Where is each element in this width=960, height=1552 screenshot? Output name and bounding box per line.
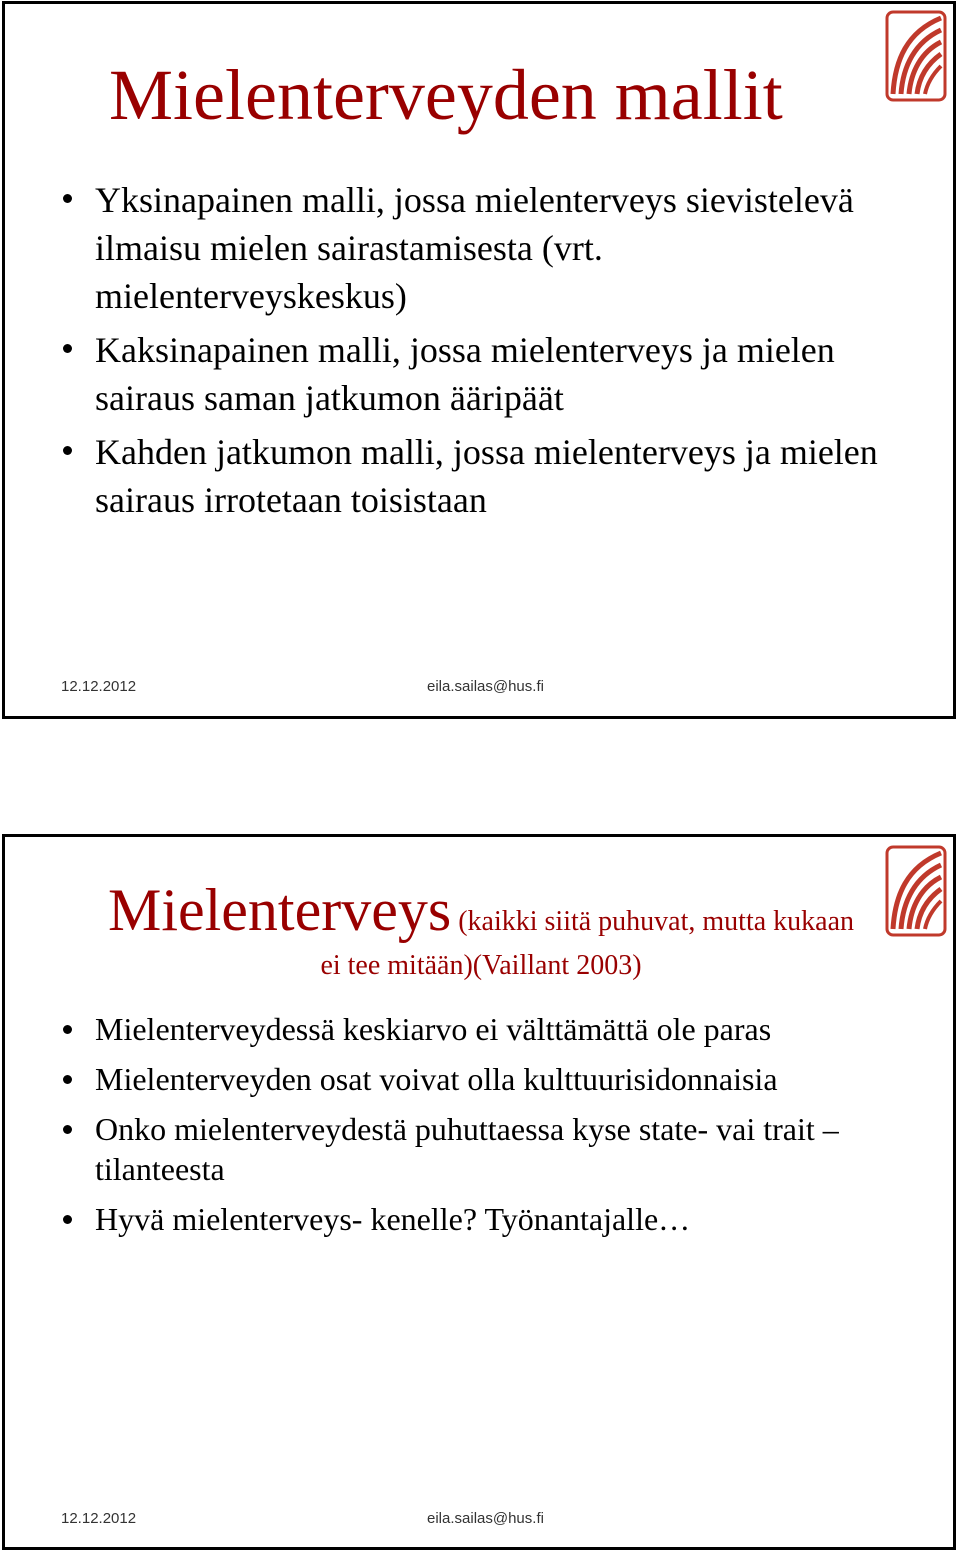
bullet-text: Mielenterveyden osat voivat olla kulttuurisidonnaisia	[95, 1061, 778, 1097]
footer-email: eila.sailas@hus.fi	[427, 678, 544, 695]
slide-2	[2, 834, 956, 1550]
bullet-text: Kahden jatkumon malli, jossa mielenterveys ja mielen sairaus irrotetaan toisistaan	[95, 432, 878, 520]
list-item	[5, 1199, 953, 1239]
hus-logo-icon	[885, 10, 947, 102]
footer-email: eila.sailas@hus.fi	[427, 1510, 544, 1527]
bullet-dot-icon	[63, 1125, 72, 1134]
list-item	[5, 1109, 953, 1189]
bullet-list	[5, 1009, 953, 1249]
slide-title: Mielenterveyden mallit	[109, 55, 783, 135]
footer-date: 12.12.2012	[61, 1510, 137, 1527]
bullet-dot-icon	[63, 1215, 72, 1224]
list-item	[5, 326, 953, 422]
bullet-dot-icon	[63, 1075, 72, 1084]
bullet-dot-icon	[63, 446, 72, 455]
slide-1	[2, 1, 956, 719]
bullet-dot-icon	[63, 344, 72, 353]
hus-logo-icon	[885, 845, 947, 937]
slide-title	[99, 875, 863, 986]
bullet-text: Hyvä mielenterveys- kenelle? Työnantajalle…	[95, 1201, 691, 1237]
bullet-text: Onko mielenterveydestä puhuttaessa kyse state- vai trait –tilanteesta	[95, 1111, 839, 1187]
bullet-dot-icon	[63, 194, 72, 203]
slide-title-subtitle: (kaikki siitä puhuvat, mutta kukaan ei tee mitään)(Vaillant 2003)	[320, 906, 855, 981]
bullet-dot-icon	[63, 1025, 72, 1034]
list-item	[5, 176, 953, 320]
slide-title-main: Mielenterveys	[107, 877, 452, 943]
bullet-list	[5, 176, 953, 530]
list-item	[5, 1009, 953, 1049]
bullet-text: Kaksinapainen malli, jossa mielenterveys ja mielen sairaus saman jatkumon ääripäät	[95, 330, 835, 418]
list-item	[5, 428, 953, 524]
list-item	[5, 1059, 953, 1099]
bullet-text: Mielenterveydessä keskiarvo ei välttämättä ole paras	[95, 1011, 772, 1047]
footer-date: 12.12.2012	[61, 678, 137, 695]
bullet-text: Yksinapainen malli, jossa mielenterveys sievistelevä ilmaisu mielen sairastamisesta (vrt. mielenterveyskeskus)	[95, 180, 854, 316]
